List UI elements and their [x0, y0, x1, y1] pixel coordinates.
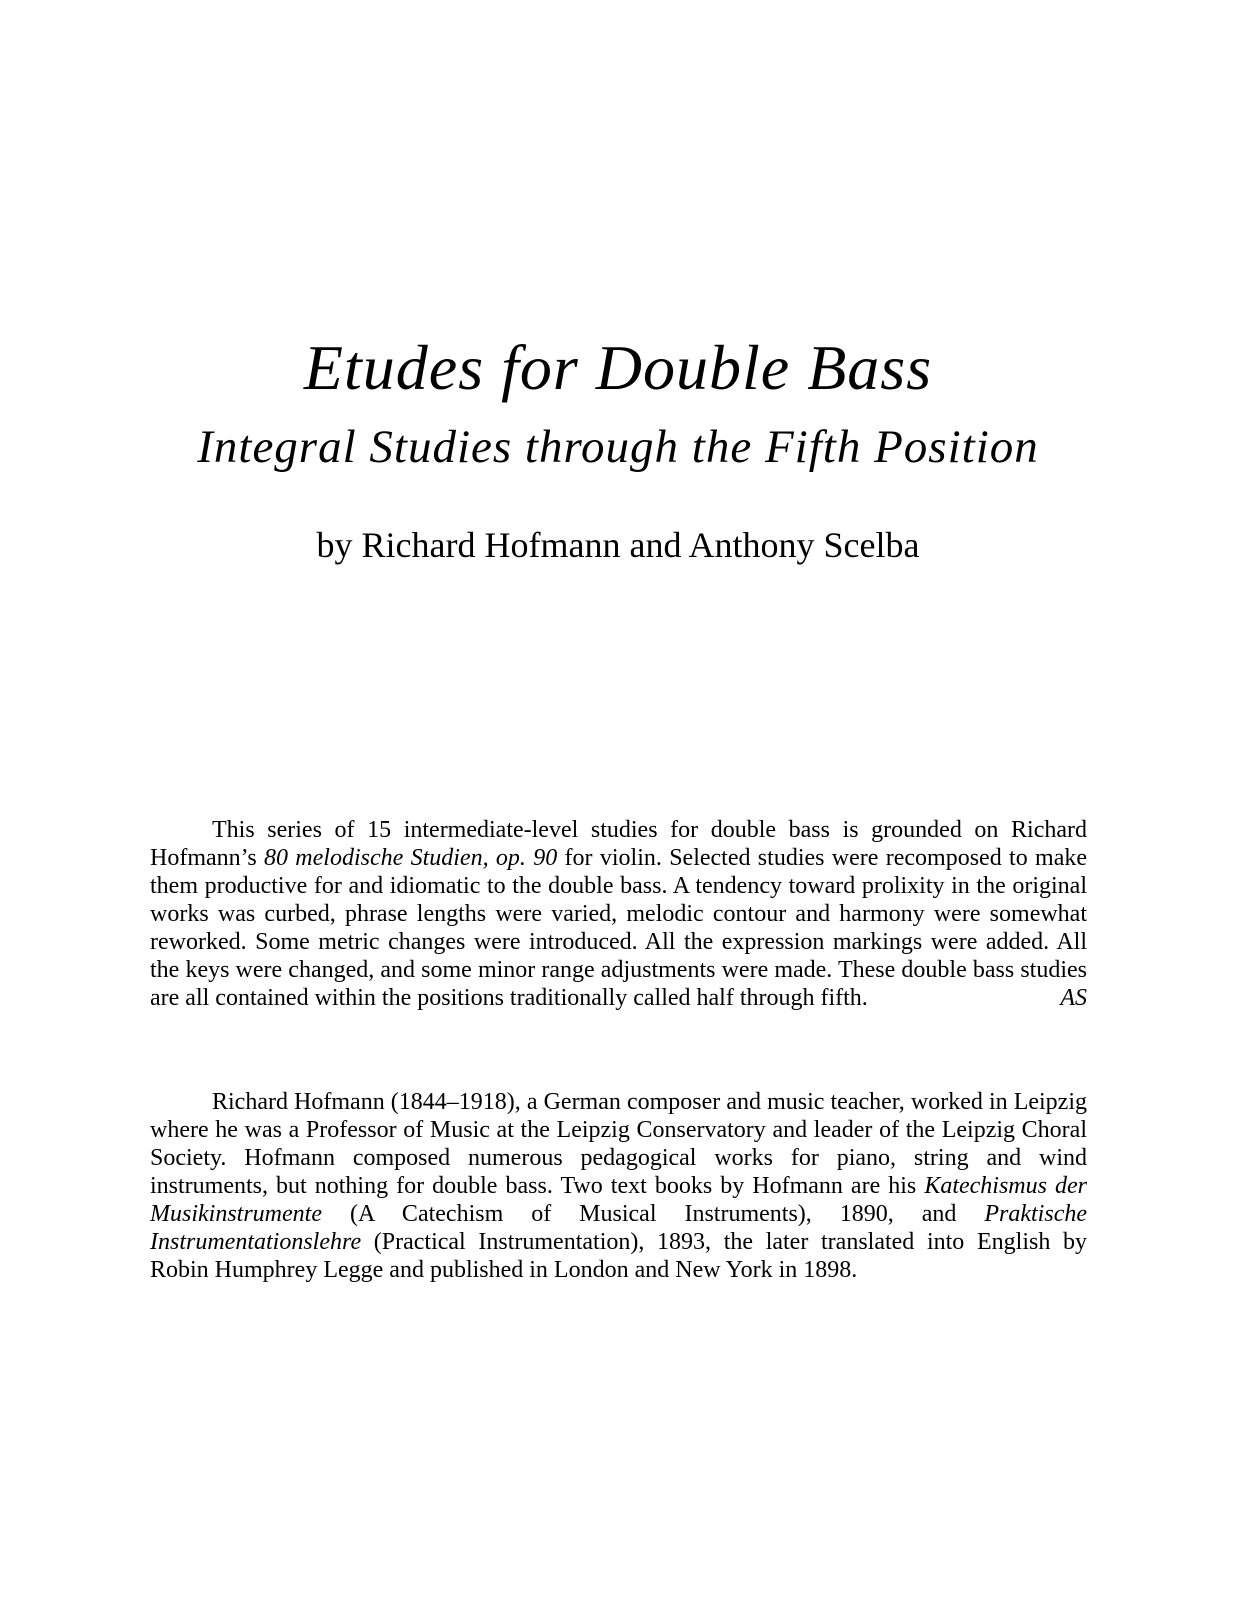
paragraph-text — [150, 1089, 1087, 1283]
author-initials: AS — [1060, 985, 1087, 1011]
italic-text-run: 80 melodische Studien, op. 90 — [263, 845, 558, 871]
byline: by Richard Hofmann and Anthony Scelba — [316, 525, 920, 565]
paragraph-text — [150, 817, 1087, 1011]
paragraph-series-description — [150, 816, 1087, 1012]
text-run: Richard Hofmann (1844–1918), a German composer and music teacher, worked in Leipzig where he was a Professor of Music at the Leipzig Conservatory and leader of the Leipzig Choral Society. Hofmann composed numerous pedagogical works for piano, string and wind instruments, but nothing for double bass. Two text books by Hofmann are his — [150, 1089, 1087, 1199]
text-run: (Practical Instrumentation), 1893, the later translated into English by Robin Humphrey Legge and published in London and New York in 1898. — [150, 1229, 1087, 1283]
italic-text-run: Praktische Instrumentationslehre — [150, 1201, 1087, 1255]
text-run: This series of 15 intermediate-level studies for double bass is grounded on Richard Hofmann’s — [150, 817, 1087, 871]
text-run: (A Catechism of Musical Instruments), 1890, and — [321, 1201, 985, 1227]
text-run: for violin. Selected studies were recomposed to make them productive for and idiomatic to the double bass. A tendency toward prolixity in the original works was curbed, phrase lengths were varied, melodic contour and harmony were somewhat reworked. Some metric changes were introduced. All the expression markings were added. All the keys were changed, and some minor range adjustments were made. These double bass studies are all contained within the positions traditionally called half through fifth. — [150, 845, 1087, 1011]
page-title: Etudes for Double Bass — [303, 332, 933, 403]
paragraph-hofmann-biography — [150, 1088, 1087, 1284]
italic-text-run: Katechismus der Musikinstrumente — [150, 1173, 1088, 1227]
page-subtitle: Integral Studies through the Fifth Position — [197, 421, 1039, 473]
